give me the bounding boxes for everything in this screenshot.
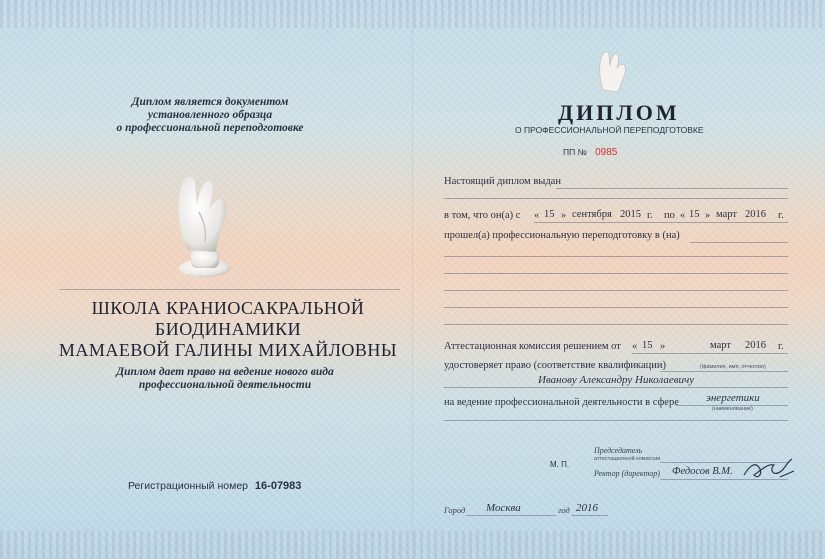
city-label: Город bbox=[444, 505, 466, 515]
divider-line bbox=[60, 289, 400, 290]
g-label: г. bbox=[778, 341, 784, 352]
rector-label: Ректор (директор) bbox=[594, 469, 660, 478]
passed-label: прошел(а) профессиональную переподготовку в (на) bbox=[444, 230, 680, 241]
issued-label: Настоящий диплом выдан bbox=[444, 176, 561, 187]
quote-open: « bbox=[632, 341, 638, 352]
name-hint: (фамилия, имя, отчество) bbox=[700, 364, 766, 370]
rights-line: профессиональной деятельности bbox=[138, 379, 312, 391]
school-name bbox=[48, 298, 408, 361]
to-label: по bbox=[664, 210, 675, 221]
month-from: сентября bbox=[572, 209, 612, 220]
period-prefix: в том, что он(а) с bbox=[444, 210, 521, 221]
issued-line bbox=[556, 188, 788, 189]
year-to: 2016 bbox=[745, 209, 766, 220]
year-line bbox=[572, 515, 608, 516]
chair-label-1: Председатель bbox=[594, 446, 643, 455]
blank-line bbox=[444, 307, 788, 308]
day-commission: 15 bbox=[642, 340, 653, 351]
hand-statue-image bbox=[165, 170, 245, 280]
stamp-place: М. П. bbox=[550, 460, 570, 469]
day-to: 15 bbox=[689, 209, 700, 220]
diploma-title: ДИПЛОМ bbox=[558, 100, 680, 125]
certifies-label: удостоверяет право (соответствие квалификации) bbox=[444, 360, 667, 371]
rights-text bbox=[80, 366, 370, 392]
chair-label-2: аттестационной комиссии bbox=[594, 456, 661, 462]
document-status-text bbox=[100, 96, 320, 135]
series-label: ПП № bbox=[563, 147, 587, 157]
page-fold bbox=[412, 0, 413, 559]
city-line bbox=[466, 515, 556, 516]
reg-value: 16-07983 bbox=[254, 480, 302, 492]
blank-line bbox=[444, 324, 788, 325]
recipient-name: Иванову Александру Николаевичу bbox=[538, 374, 695, 386]
diploma-subtitle: О ПРОФЕССИОНАЛЬНОЙ ПЕРЕПОДГОТОВКЕ bbox=[515, 125, 704, 135]
blank-line bbox=[444, 256, 788, 257]
quote-close: » bbox=[705, 210, 711, 221]
quote-close: » bbox=[660, 341, 666, 352]
sphere-value: энергетики bbox=[706, 392, 760, 404]
commission-line bbox=[632, 353, 788, 354]
rights-line: Диплом дает право на ведение нового вида bbox=[116, 366, 334, 378]
issued-line-2 bbox=[444, 198, 788, 199]
header-line: Диплом является документом bbox=[131, 96, 289, 108]
certifies-line bbox=[660, 371, 788, 372]
quote-open: « bbox=[680, 210, 686, 221]
header-line: о профессиональной переподготовке bbox=[116, 122, 304, 134]
month-commission: март bbox=[710, 340, 731, 351]
passed-line bbox=[690, 242, 788, 243]
year-value: 2016 bbox=[576, 502, 598, 514]
year-from: 2015 bbox=[620, 209, 641, 220]
series-value: 0985 bbox=[595, 147, 618, 158]
blank-line bbox=[444, 290, 788, 291]
name-line bbox=[444, 387, 788, 388]
blank-line bbox=[444, 273, 788, 274]
quote-close: » bbox=[561, 210, 567, 221]
quote-open: « bbox=[534, 210, 540, 221]
sphere-hint: (наименование) bbox=[712, 406, 753, 412]
header-line: установленного образца bbox=[147, 109, 273, 121]
signature-image bbox=[740, 455, 795, 483]
hand-logo-icon bbox=[595, 48, 629, 94]
city-value: Москва bbox=[486, 502, 521, 514]
month-to: март bbox=[716, 209, 737, 220]
school-line: МАМАЕВОЙ ГАЛИНЫ МИХАЙЛОВНЫ bbox=[58, 340, 398, 360]
year-commission: 2016 bbox=[745, 340, 766, 351]
commission-label: Аттестационная комиссия решением от bbox=[444, 341, 621, 352]
g-label: г. bbox=[647, 210, 653, 221]
year-label: год bbox=[558, 505, 570, 515]
school-line: ШКОЛА КРАНИОСАКРАЛЬНОЙ bbox=[91, 298, 365, 318]
series-number bbox=[563, 147, 617, 158]
registration-number bbox=[128, 480, 301, 492]
school-line: БИОДИНАМИКИ bbox=[154, 319, 302, 339]
reg-label: Регистрационный номер bbox=[128, 480, 248, 492]
period-line bbox=[534, 222, 788, 223]
blank-line bbox=[444, 420, 788, 421]
sphere-label: на ведение профессиональной деятельности в сфере bbox=[444, 397, 679, 408]
day-from: 15 bbox=[544, 209, 555, 220]
g-label: г. bbox=[778, 210, 784, 221]
rector-name: Федосов В.М. bbox=[672, 466, 733, 477]
